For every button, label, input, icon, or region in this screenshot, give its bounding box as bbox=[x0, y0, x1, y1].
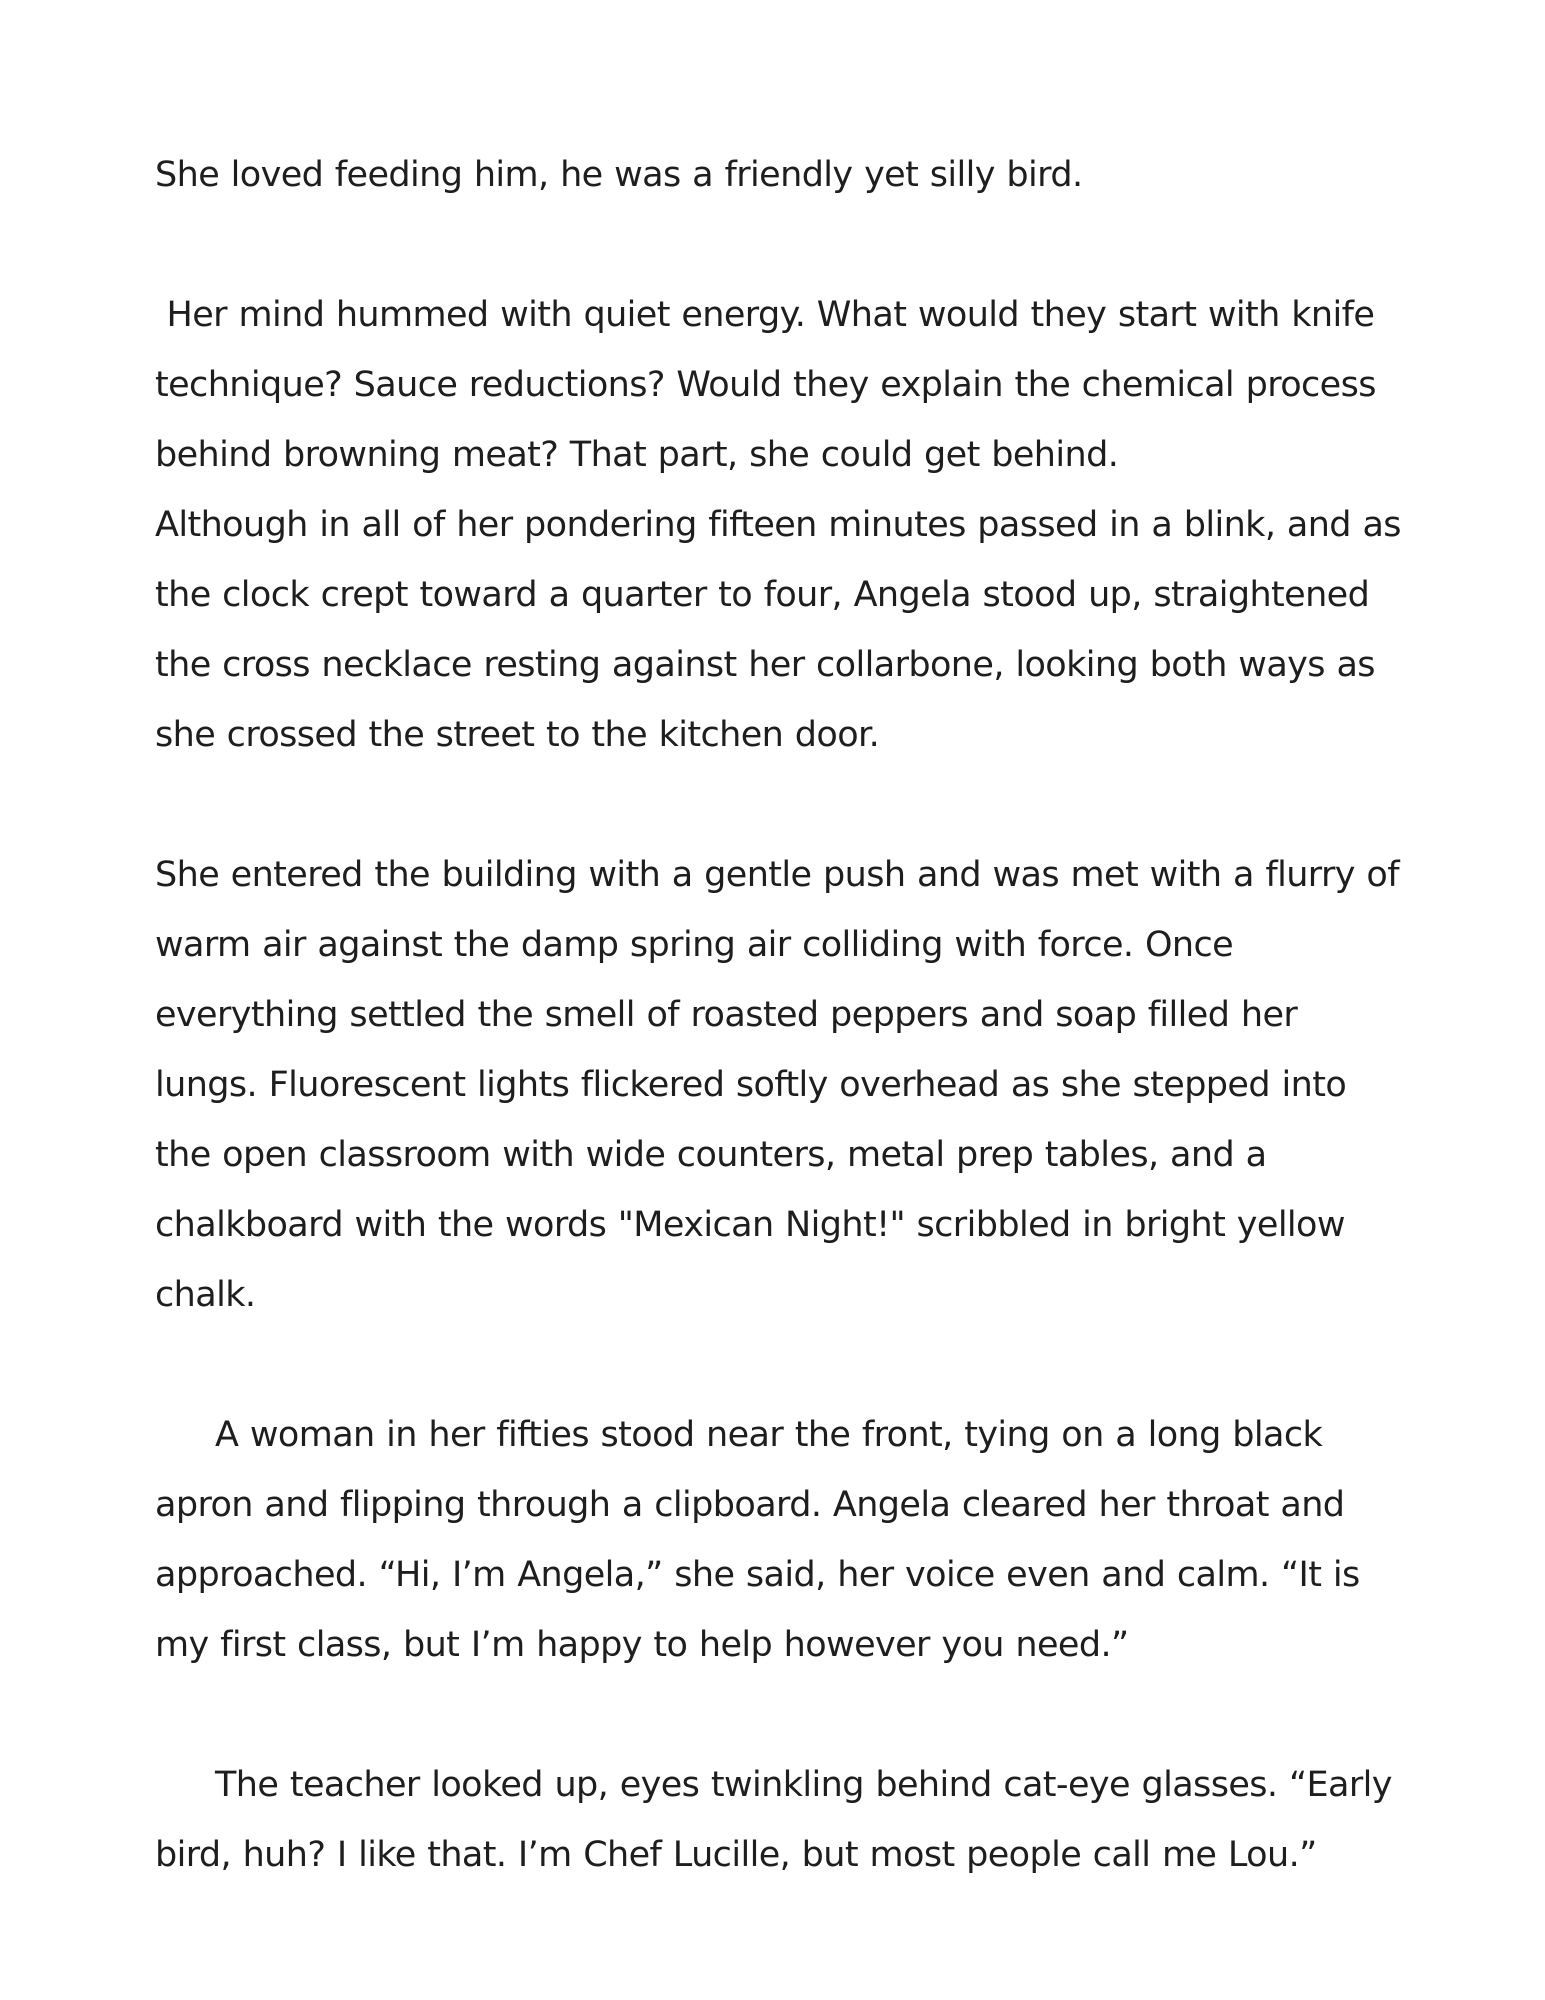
paragraph-gap bbox=[155, 1680, 1405, 1750]
document-page bbox=[155, 140, 1413, 1890]
paragraph-gap bbox=[155, 1330, 1405, 1400]
paragraph-woman-fifties: A woman in her fifties stood near the front, tying on a long black apron and flipping through a clipboard. Angela cleared her throat and approached. “Hi, I’m Angela,” she said, her voice even and calm. “It is my first class, but I’m happy to help however you need.” bbox=[155, 1415, 1372, 1665]
paragraph-gap bbox=[155, 210, 1405, 280]
paragraph-bird: She loved feeding him, he was a friendly yet silly bird. bbox=[155, 155, 1083, 195]
paragraph-entered-building: She entered the building with a gentle push and was met with a flurry of warm air against the damp spring air colliding with force. Once everything settled the smell of roasted peppers and soap filled her lungs. Fluorescent lights flickered softly overhead as she stepped into the open classroom with wide counters, metal prep tables, and a chalkboard with the words "Mexican Night!" scribbled in bright yellow chalk. bbox=[155, 855, 1411, 1315]
paragraph-teacher-looked-up: The teacher looked up, eyes twinkling behind cat-eye glasses. “Early bird, huh? I like that. I’m Chef Lucille, but most people call me Lou.” bbox=[155, 1765, 1404, 1875]
paragraph-pondering: Although in all of her pondering fifteen minutes passed in a blink, and as the clock crept toward a quarter to four, Angela stood up, straightened the cross necklace resting against her collarbone, looking both ways as she crossed the street to the kitchen door. bbox=[155, 505, 1413, 755]
paragraph-mind-hummed: Her mind hummed with quiet energy. What would they start with knife technique? Sauce reductions? Would they explain the chemical process behind browning meat? That part, she could get behind. bbox=[155, 295, 1388, 475]
paragraph-gap bbox=[155, 770, 1405, 840]
